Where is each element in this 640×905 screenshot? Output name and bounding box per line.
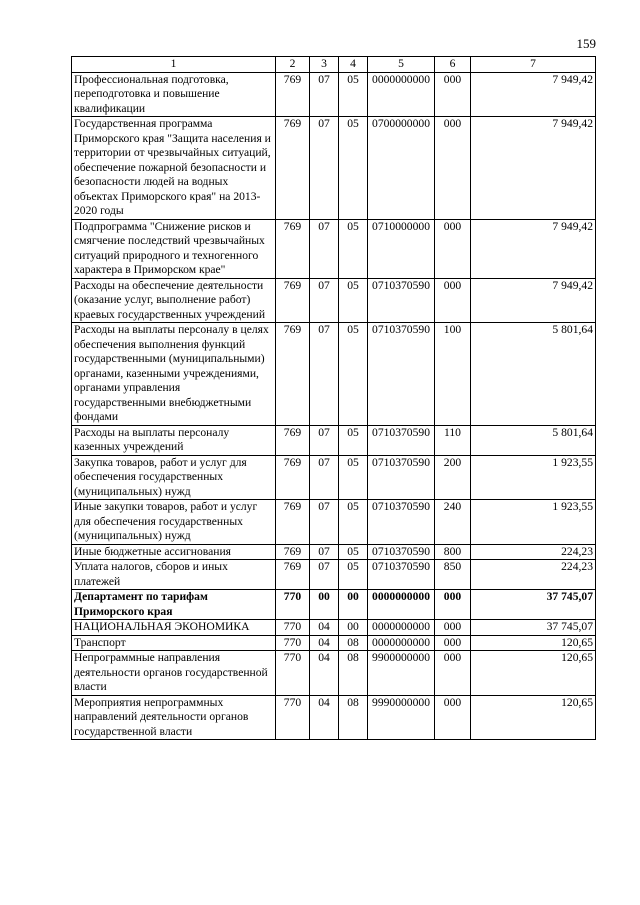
row-code-6: 000	[435, 620, 471, 636]
row-code-4: 05	[339, 323, 368, 426]
row-code-3: 04	[310, 635, 339, 651]
row-amount: 120,65	[471, 635, 596, 651]
row-code-3: 07	[310, 500, 339, 545]
row-code-4: 08	[339, 635, 368, 651]
row-name: Закупка товаров, работ и услуг для обеспечения государственных (муниципальных) нужд	[72, 455, 276, 500]
row-code-4: 05	[339, 278, 368, 323]
row-code-4: 00	[339, 590, 368, 620]
row-code-2: 769	[276, 117, 310, 220]
row-name: Иные закупки товаров, работ и услуг для обеспечения государственных (муниципальных) нужд	[72, 500, 276, 545]
row-name: Профессиональная подготовка, переподготовка и повышение квалификации	[72, 72, 276, 117]
row-name: Расходы на обеспечение деятельности (оказание услуг, выполнение работ) краевых государственных учреждений	[72, 278, 276, 323]
row-code-3: 07	[310, 425, 339, 455]
row-code-5: 0700000000	[368, 117, 435, 220]
row-code-2: 770	[276, 651, 310, 696]
row-code-3: 07	[310, 455, 339, 500]
row-amount: 224,23	[471, 560, 596, 590]
row-amount: 7 949,42	[471, 278, 596, 323]
row-code-2: 769	[276, 323, 310, 426]
row-code-2: 769	[276, 278, 310, 323]
row-code-6: 000	[435, 635, 471, 651]
row-code-2: 769	[276, 219, 310, 278]
header-col-6: 6	[435, 57, 471, 73]
row-name: Иные бюджетные ассигнования	[72, 544, 276, 560]
row-code-5: 0710370590	[368, 323, 435, 426]
table-row	[72, 72, 596, 117]
table-row	[72, 620, 596, 636]
row-amount: 1 923,55	[471, 500, 596, 545]
header-col-5: 5	[368, 57, 435, 73]
row-code-4: 08	[339, 695, 368, 740]
row-code-3: 07	[310, 323, 339, 426]
table-header-row	[72, 57, 596, 73]
table-row	[72, 278, 596, 323]
row-code-2: 769	[276, 425, 310, 455]
table-row	[72, 651, 596, 696]
row-name: Департамент по тарифам Приморского края	[72, 590, 276, 620]
row-code-5: 0710370590	[368, 425, 435, 455]
row-amount: 120,65	[471, 695, 596, 740]
row-code-6: 850	[435, 560, 471, 590]
row-code-6: 000	[435, 117, 471, 220]
row-code-3: 07	[310, 72, 339, 117]
row-code-6: 000	[435, 590, 471, 620]
row-code-6: 110	[435, 425, 471, 455]
table-row	[72, 455, 596, 500]
row-code-5: 0000000000	[368, 72, 435, 117]
row-amount: 37 745,07	[471, 590, 596, 620]
row-code-2: 769	[276, 72, 310, 117]
row-amount: 5 801,64	[471, 323, 596, 426]
row-code-3: 04	[310, 695, 339, 740]
table-row	[72, 635, 596, 651]
row-amount: 7 949,42	[471, 219, 596, 278]
row-code-6: 100	[435, 323, 471, 426]
row-code-2: 770	[276, 620, 310, 636]
table-row	[72, 117, 596, 220]
row-code-3: 07	[310, 117, 339, 220]
row-code-2: 769	[276, 455, 310, 500]
row-code-4: 08	[339, 651, 368, 696]
row-code-4: 05	[339, 560, 368, 590]
row-code-6: 000	[435, 72, 471, 117]
row-code-6: 800	[435, 544, 471, 560]
row-code-5: 0000000000	[368, 590, 435, 620]
row-code-2: 769	[276, 500, 310, 545]
row-code-6: 200	[435, 455, 471, 500]
row-code-4: 05	[339, 544, 368, 560]
row-amount: 120,65	[471, 651, 596, 696]
row-name: Транспорт	[72, 635, 276, 651]
row-name: Государственная программа Приморского края "Защита населения и территории от чрезвычайных ситуаций, обеспечение пожарной безопасности и безопасности людей на водных объектах Приморского края" на 2013-2020 годы	[72, 117, 276, 220]
row-code-2: 769	[276, 560, 310, 590]
table-row	[72, 544, 596, 560]
row-code-6: 000	[435, 651, 471, 696]
row-code-5: 9990000000	[368, 695, 435, 740]
row-code-4: 05	[339, 425, 368, 455]
row-code-4: 05	[339, 117, 368, 220]
table-row	[72, 560, 596, 590]
table-row	[72, 425, 596, 455]
row-name: Расходы на выплаты персоналу в целях обеспечения выполнения функций государственными (муниципальными) органами, казенными учреждениями, органами управления государственными внебюджетными фондами	[72, 323, 276, 426]
row-name: Мероприятия непрограммных направлений деятельности органов государственной власти	[72, 695, 276, 740]
row-code-5: 0710370590	[368, 455, 435, 500]
row-amount: 1 923,55	[471, 455, 596, 500]
row-code-5: 0710000000	[368, 219, 435, 278]
row-code-4: 05	[339, 500, 368, 545]
row-code-3: 07	[310, 560, 339, 590]
row-code-5: 0710370590	[368, 278, 435, 323]
row-code-2: 770	[276, 695, 310, 740]
table-row	[72, 219, 596, 278]
row-code-3: 04	[310, 651, 339, 696]
row-code-5: 0000000000	[368, 620, 435, 636]
row-name: Подпрограмма "Снижение рисков и смягчение последствий чрезвычайных ситуаций природного и техногенного характера в Приморском крае"	[72, 219, 276, 278]
row-code-4: 05	[339, 219, 368, 278]
row-code-3: 07	[310, 544, 339, 560]
row-amount: 37 745,07	[471, 620, 596, 636]
table-row	[72, 323, 596, 426]
row-code-3: 00	[310, 590, 339, 620]
row-code-2: 770	[276, 635, 310, 651]
budget-table	[71, 56, 596, 740]
row-amount: 7 949,42	[471, 117, 596, 220]
row-name: Уплата налогов, сборов и иных платежей	[72, 560, 276, 590]
row-amount: 5 801,64	[471, 425, 596, 455]
table-row	[72, 590, 596, 620]
row-code-3: 04	[310, 620, 339, 636]
header-col-1: 1	[72, 57, 276, 73]
row-amount: 224,23	[471, 544, 596, 560]
row-name: Непрограммные направления деятельности органов государственной власти	[72, 651, 276, 696]
row-code-6: 000	[435, 278, 471, 323]
row-code-5: 0710370590	[368, 560, 435, 590]
row-code-4: 05	[339, 72, 368, 117]
row-code-3: 07	[310, 219, 339, 278]
row-code-6: 000	[435, 219, 471, 278]
row-code-6: 240	[435, 500, 471, 545]
header-col-4: 4	[339, 57, 368, 73]
row-code-6: 000	[435, 695, 471, 740]
row-code-2: 769	[276, 544, 310, 560]
row-code-4: 05	[339, 455, 368, 500]
row-name: НАЦИОНАЛЬНАЯ ЭКОНОМИКА	[72, 620, 276, 636]
row-code-2: 770	[276, 590, 310, 620]
row-code-5: 0000000000	[368, 635, 435, 651]
row-code-4: 00	[339, 620, 368, 636]
header-col-3: 3	[310, 57, 339, 73]
table-row	[72, 695, 596, 740]
table-row	[72, 500, 596, 545]
header-col-7: 7	[471, 57, 596, 73]
header-col-2: 2	[276, 57, 310, 73]
page-number: 159	[576, 36, 596, 51]
table-body	[72, 72, 596, 740]
row-name: Расходы на выплаты персоналу казенных учреждений	[72, 425, 276, 455]
row-code-3: 07	[310, 278, 339, 323]
row-amount: 7 949,42	[471, 72, 596, 117]
row-code-5: 0710370590	[368, 500, 435, 545]
row-code-5: 9900000000	[368, 651, 435, 696]
row-code-5: 0710370590	[368, 544, 435, 560]
